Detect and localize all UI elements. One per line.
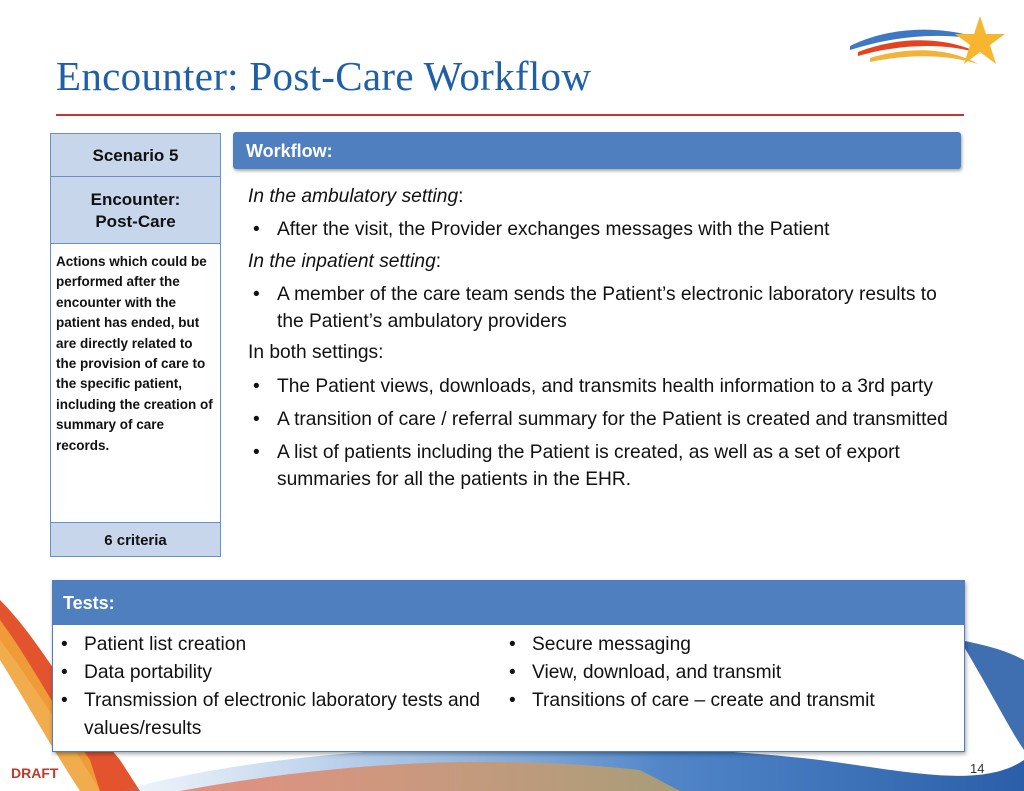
test-item: • Transmission of electronic laboratory tests and values/results (53, 687, 493, 743)
workflow-bullet: • A transition of care / referral summary for the Patient is created and transmitted (248, 406, 960, 433)
test-item: • Transitions of care – create and transmit (501, 687, 961, 715)
page-number: 14 (970, 761, 985, 776)
inpatient-colon: : (435, 251, 442, 272)
test-item: • Data portability (53, 659, 493, 687)
test-item: • Patient list creation (53, 631, 493, 659)
tests-header-label: Tests: (63, 593, 115, 613)
both-settings-heading: In both settings: (248, 341, 384, 363)
tests-panel (52, 580, 965, 752)
test-item: • View, download, and transmit (501, 659, 961, 687)
workflow-bullet: • A member of the care team sends the Patient’s electronic laboratory results to the Patient’s ambulatory providers (248, 281, 960, 335)
title-divider (56, 114, 964, 116)
scenario-label: Scenario 5 (51, 134, 220, 177)
scenario-description: Actions which could be performed after the encounter with the patient has ended, but are directly related to the provision of care to the specific patient, including the creation of summary of care records. (51, 244, 220, 523)
star-swoosh-icon (850, 12, 1010, 87)
workflow-header (233, 132, 961, 169)
page-title: Encounter: Post-Care Workflow (56, 53, 592, 99)
workflow-header-label: Workflow: (246, 141, 333, 161)
workflow-bullet: • The Patient views, downloads, and transmits health information to a 3rd party (248, 373, 960, 400)
scenario-panel (50, 133, 221, 557)
ambulatory-heading (248, 183, 960, 212)
workflow-bullet: • After the visit, the Provider exchanges messages with the Patient (248, 216, 960, 245)
ambulatory-colon: : (458, 186, 464, 207)
criteria-count: 6 criteria (51, 523, 220, 556)
encounter-line-1: Encounter: (90, 190, 181, 209)
encounter-type (51, 177, 220, 244)
encounter-line-2: Post-Care (95, 212, 176, 231)
tests-left-column (53, 631, 493, 743)
draft-label: DRAFT (11, 765, 59, 781)
inpatient-label: In the inpatient setting (248, 251, 436, 272)
inpatient-heading (248, 248, 960, 277)
workflow-body (248, 183, 960, 497)
workflow-bullet: • A list of patients including the Patient is created, as well as a set of export summaries for all the patients in the EHR. (248, 439, 960, 493)
tests-header (53, 581, 964, 625)
tests-right-column (501, 631, 961, 715)
test-item: • Secure messaging (501, 631, 961, 659)
ambulatory-label: In the ambulatory setting (248, 186, 459, 207)
